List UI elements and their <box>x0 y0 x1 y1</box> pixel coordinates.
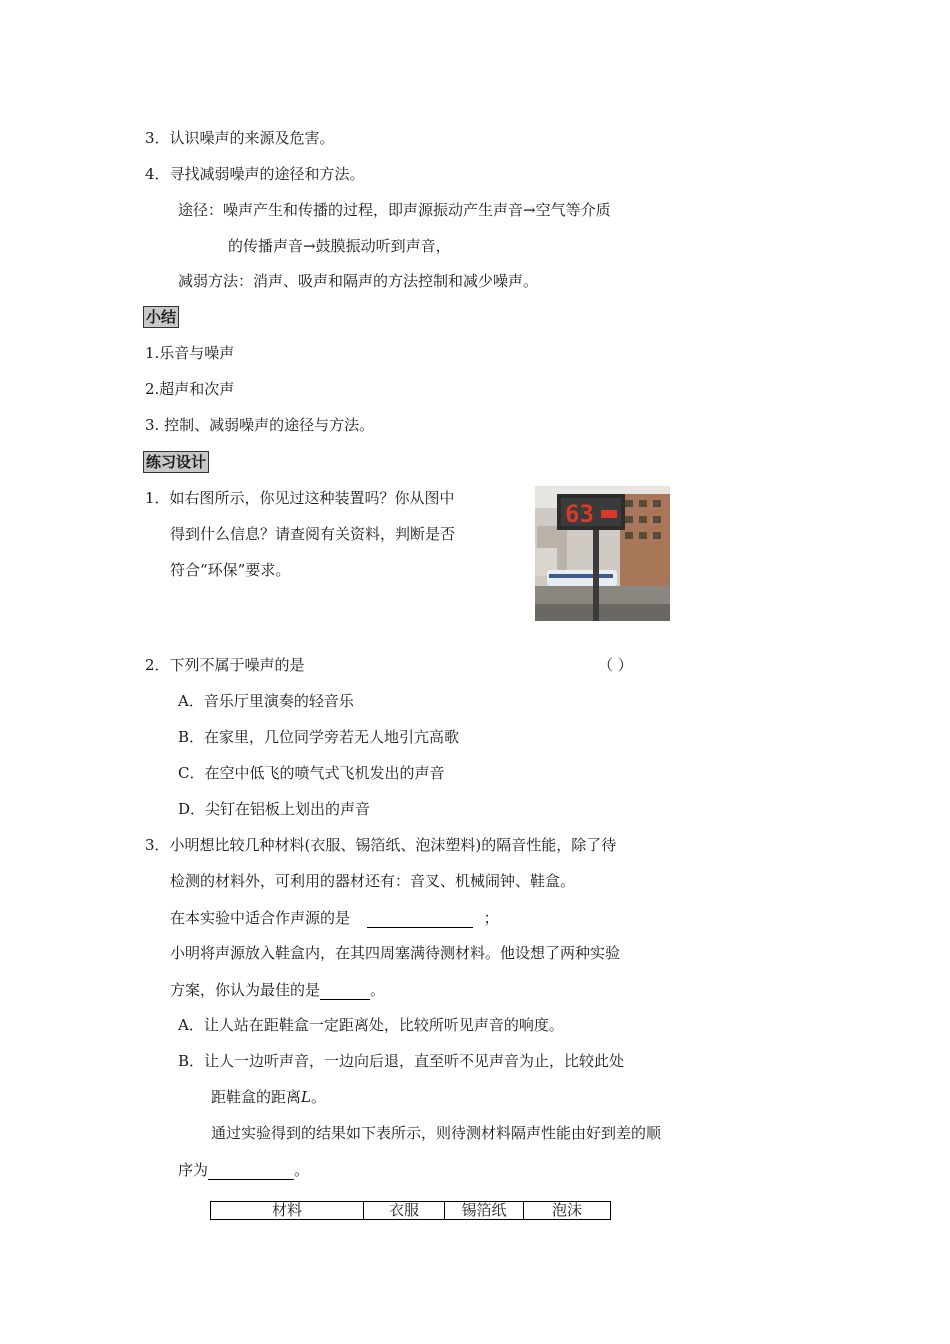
q3-sound-source-prompt: 在本实验中适合作声源的是 <box>170 909 351 927</box>
noise-monitor-photo <box>535 486 670 621</box>
q3-best-plan-end: 。 <box>370 981 386 999</box>
path-line-1: 途径：噪声产生和传播的过程，即声源振动产生声音→空气等介质 <box>178 201 611 219</box>
practice-heading: 练习设计 <box>143 451 209 473</box>
intro-item: 4．寻找减弱噪声的途径和方法。 <box>145 165 365 183</box>
summary-heading: 小结 <box>143 306 179 328</box>
order-blank[interactable] <box>208 1159 294 1180</box>
noise-reading: 63 <box>565 500 594 528</box>
q3-order-line <box>178 1159 309 1180</box>
reduce-method-line: 减弱方法：消声、吸声和隔声的方法控制和减少噪声。 <box>178 272 539 290</box>
table-header-cell: 衣服 <box>364 1202 445 1220</box>
q1-line: 得到什么信息？请查阅有关资料，判断是否 <box>170 525 456 543</box>
q2-option: C．在空中低飞的喷气式飞机发出的声音 <box>178 764 445 782</box>
q3-line: 3．小明想比较几种材料(衣服、锡箔纸、泡沫塑料)的隔音性能，除了待 <box>145 836 617 854</box>
q3-option-b-cont-end: 。 <box>310 1088 326 1106</box>
table-header-cell: 材料 <box>211 1202 364 1220</box>
intro-item: 3．认识噪声的来源及危害。 <box>145 129 335 147</box>
materials-table <box>210 1201 611 1220</box>
path-line-2: 的传播声音→鼓膜振动听到声音， <box>228 237 451 255</box>
distance-variable: L <box>301 1088 311 1106</box>
q3-sound-source-end: ； <box>483 909 499 927</box>
sound-source-blank[interactable] <box>367 907 473 928</box>
q3-line: 检测的材料外，可利用的器材还有：音叉、机械闹钟、鞋盒。 <box>170 872 576 890</box>
q2-option: A．音乐厅里演奏的轻音乐 <box>178 692 354 710</box>
q3-sound-source-line <box>170 907 499 928</box>
summary-item: 1.乐音与噪声 <box>145 344 235 362</box>
q2-option: B．在家里，几位同学旁若无人地引亢高歌 <box>178 728 460 746</box>
q3-result-line: 通过实验得到的结果如下表所示，则待测材料隔声性能由好到差的顺 <box>211 1124 662 1142</box>
q3-option-a: A．让人站在距鞋盒一定距离处，比较所听见声音的响度。 <box>178 1016 564 1034</box>
q3-line: 小明将声源放入鞋盒内，在其四周塞满待测材料。他设想了两种实验 <box>170 944 621 962</box>
table-header-cell: 锡箔纸 <box>445 1202 524 1220</box>
best-plan-blank[interactable] <box>320 979 370 1000</box>
q3-option-b: B．让人一边听声音，一边向后退，直至听不见声音为止，比较此处 <box>178 1052 625 1070</box>
q2-option: D．尖钉在铝板上划出的声音 <box>178 800 371 818</box>
q3-order-prompt: 序为 <box>178 1161 209 1179</box>
summary-item: 3. 控制、减弱噪声的途径与方法。 <box>145 416 375 434</box>
q1-line: 1．如右图所示，你见过这种装置吗？你从图中 <box>145 489 455 507</box>
table-header-cell: 泡沫 <box>524 1202 611 1220</box>
q3-best-plan-line <box>170 979 385 1000</box>
q3-order-end: 。 <box>294 1161 310 1179</box>
q2-answer-bracket: （ ） <box>598 656 633 674</box>
q3-option-b-cont <box>211 1087 326 1107</box>
q1-line: 符合“环保”要求。 <box>170 561 291 579</box>
summary-item: 2.超声和次声 <box>145 380 235 398</box>
q2-stem: 2．下列不属于噪声的是 <box>145 656 305 674</box>
q3-best-plan-prompt: 方案，你认为最佳的是 <box>170 981 321 999</box>
q3-option-b-cont-text: 距鞋盒的距离 <box>211 1088 302 1106</box>
table-row <box>211 1202 611 1220</box>
